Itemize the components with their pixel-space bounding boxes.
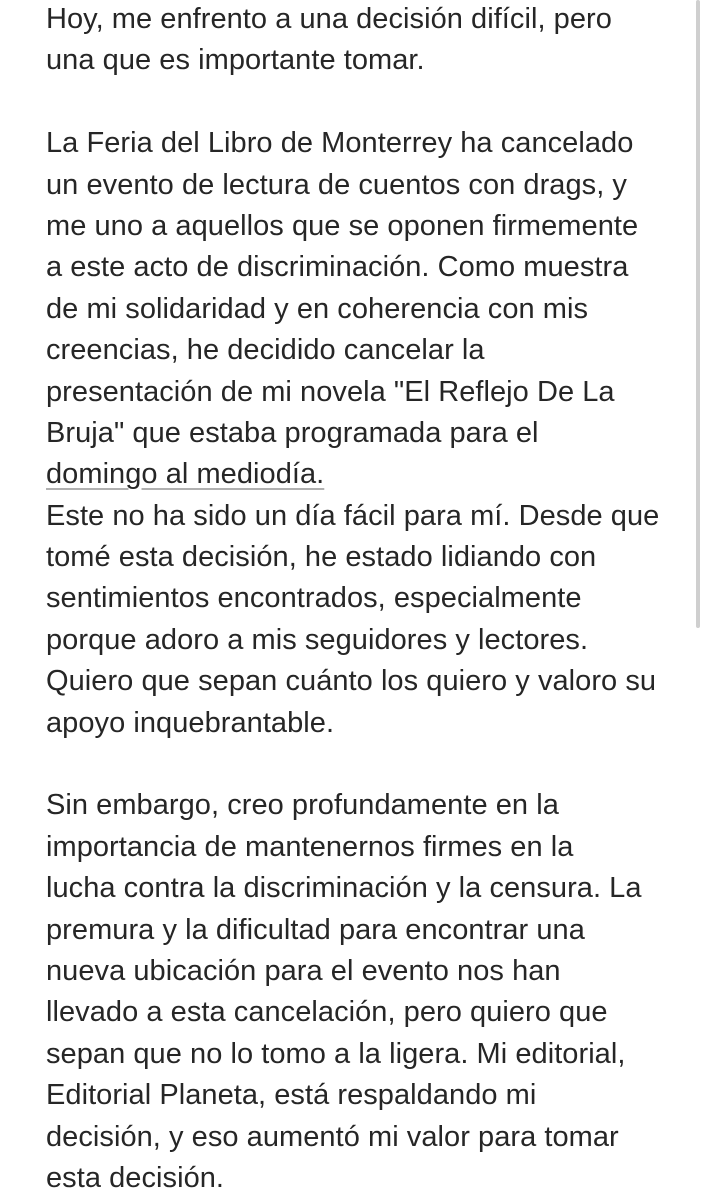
text-line: un evento de lectura de cuentos con drags, y <box>46 168 627 201</box>
text-line: Bruja" que estaba programada para el <box>46 416 539 449</box>
text-line: una que es importante tomar. <box>46 44 425 77</box>
paragraph-gap <box>46 82 686 123</box>
paragraph-intro <box>46 0 686 82</box>
date-link[interactable]: domingo al mediodía. <box>46 458 325 491</box>
text-line: lucha contra la discriminación y la censura. La <box>46 872 642 905</box>
text-line: nueva ubicación para el evento nos han <box>46 954 561 987</box>
paragraph-conviction <box>46 785 686 1199</box>
paragraph-cancellation <box>46 123 686 744</box>
text-line: esta decisión. <box>46 1161 225 1194</box>
text-line: Hoy, me enfrento a una decisión difícil, pero <box>46 3 612 35</box>
vertical-scrollbar[interactable] <box>696 0 700 628</box>
text-line: Quiero que sepan cuánto los quiero y valoro su <box>46 665 657 698</box>
text-line: presentación de mi novela "El Reflejo De La <box>46 375 615 408</box>
text-line: a este acto de discriminación. Como muestra <box>46 251 629 284</box>
text-line: llevado a esta cancelación, pero quiero que <box>46 996 608 1029</box>
text-line: apoyo inquebrantable. <box>46 706 335 739</box>
text-line: creencias, he decidido cancelar la <box>46 334 485 367</box>
text-line: La Feria del Libro de Monterrey ha cancelado <box>46 127 634 160</box>
text-line: porque adoro a mis seguidores y lectores. <box>46 623 589 656</box>
text-line: Sin embargo, creo profundamente en la <box>46 789 559 822</box>
text-line: premura y la dificultad para encontrar una <box>46 913 585 946</box>
text-line: tomé esta decisión, he estado lidiando con <box>46 541 597 574</box>
paragraph-gap <box>46 744 686 785</box>
text-line: Este no ha sido un día fácil para mí. Desde que <box>46 499 660 532</box>
text-line: de mi solidaridad y en coherencia con mis <box>46 292 589 325</box>
text-line: sentimientos encontrados, especialmente <box>46 582 582 615</box>
text-line-date-link[interactable] <box>46 454 686 495</box>
note-body <box>46 0 686 1199</box>
text-line: me uno a aquellos que se oponen firmemente <box>46 209 639 242</box>
text-line: Editorial Planeta, está respaldando mi <box>46 1079 537 1112</box>
text-line: sepan que no lo tomo a la ligera. Mi editorial, <box>46 1037 626 1070</box>
text-line: importancia de mantenernos firmes en la <box>46 830 574 863</box>
text-line: decisión, y eso aumentó mi valor para tomar <box>46 1120 619 1153</box>
